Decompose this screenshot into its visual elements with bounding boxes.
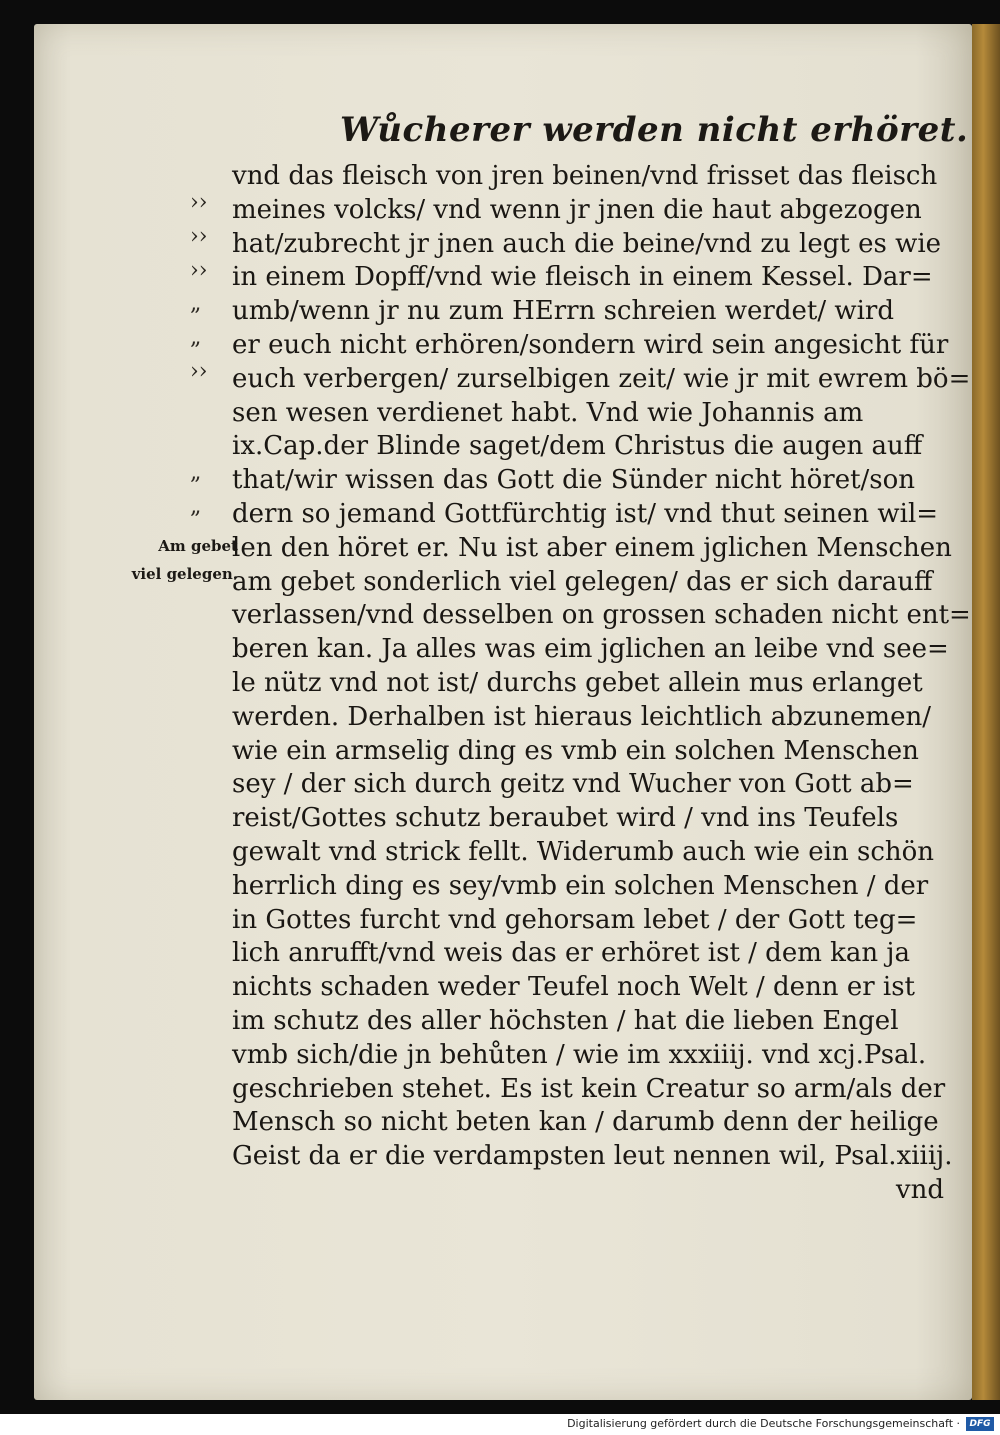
text-line: nichts schaden weder Teufel noch Welt / denn er ist <box>232 972 916 1003</box>
text-line: euch verbergen/ zurselbigen zeit/ wie jr mit ewrem bö= <box>232 363 971 394</box>
text-line: beren kan. Ja alles was eim jglichen an leibe vnd see= <box>232 634 949 665</box>
text-line: Mensch so nicht beten kan / darumb denn der heilige <box>232 1107 939 1138</box>
text-line: am gebet sonderlich viel gelegen/ das er sich darauff <box>232 566 933 597</box>
text-line: in Gottes furcht vnd gehorsam lebet / der Gott teg= <box>232 904 918 935</box>
text-line: werden. Derhalben ist hieraus leichtlich abzunemen/ <box>232 701 931 732</box>
quote-mark: „ <box>190 494 202 520</box>
text-line: verlassen/vnd desselben on grossen schaden nicht ent= <box>232 600 971 631</box>
catchword: vnd <box>895 1174 944 1205</box>
funding-credit: Digitalisierung gefördert durch die Deutsche Forschungsgemeinschaft · <box>567 1417 960 1430</box>
body-text <box>232 160 971 1208</box>
text-line: le nütz vnd not ist/ durchs gebet allein mus erlanget <box>232 667 923 698</box>
text-line: hat/zubrecht jr jnen auch die beine/vnd zu legt es wie <box>232 228 942 259</box>
text-line: meines volcks/ vnd wenn jr jnen die haut abgezogen <box>232 194 922 225</box>
marginal-note-line: viel gelegen. <box>131 565 238 583</box>
text-line: lich anrufft/vnd weis das er erhöret ist / dem kan ja <box>232 938 910 969</box>
marginal-note <box>108 532 238 588</box>
text-line: im schutz des aller höchsten / hat die lieben Engel <box>232 1005 899 1036</box>
dfg-logo-icon: DFG <box>966 1417 994 1431</box>
quote-mark: ›› <box>190 257 208 283</box>
quote-mark: „ <box>190 291 202 317</box>
marginal-note-line: Am gebet <box>158 537 238 555</box>
text-line: er euch nicht erhören/sondern wird sein angesicht für <box>232 329 949 360</box>
text-line: umb/wenn jr nu zum HErrn schreien werdet/ wird <box>232 296 894 327</box>
text-line: in einem Dopff/vnd wie fleisch in einem Kessel. Dar= <box>232 262 933 293</box>
text-line: sey / der sich durch geitz vnd Wucher von Gott ab= <box>232 769 914 800</box>
quote-mark: ›› <box>190 190 208 215</box>
text-line: vmb sich/die jn behůten / wie im xxxiiij. vnd xcj.Psal. <box>232 1039 927 1070</box>
running-head: Wůcherer werden nicht erhöret. <box>340 110 969 150</box>
text-line: wie ein armselig ding es vmb ein solchen Menschen <box>232 735 919 766</box>
footer-bar <box>0 1414 1000 1435</box>
text-line: ix.Cap.der Blinde saget/dem Christus die augen auff <box>232 431 923 462</box>
text-line: gewalt vnd strick fellt. Widerumb auch wie ein schön <box>232 836 935 867</box>
text-line: len den höret er. Nu ist aber einem jglichen Menschen <box>232 532 952 563</box>
text-line: sen wesen verdienet habt. Vnd wie Johannis am <box>232 397 864 428</box>
text-line: dern so jemand Gottfürchtig ist/ vnd thut seinen wil= <box>232 498 939 529</box>
text-line: herrlich ding es sey/vmb ein solchen Menschen / der <box>232 870 929 901</box>
text-line: reist/Gottes schutz beraubet wird / vnd ins Teufels <box>232 803 899 834</box>
binding-edge <box>972 24 1000 1400</box>
quote-mark: „ <box>190 325 202 351</box>
quote-mark: ›› <box>190 223 208 249</box>
quote-mark: „ <box>190 460 202 486</box>
text-line: Geist da er die verdampsten leut nennen wil, Psal.xiiij. <box>232 1141 953 1172</box>
text-line: geschrieben stehet. Es ist kein Creatur so arm/als der <box>232 1073 946 1104</box>
text-line: vnd das fleisch von jren beinen/vnd frisset das fleisch <box>232 161 938 191</box>
quote-mark: ›› <box>190 359 208 384</box>
text-line: that/wir wissen das Gott die Sünder nicht höret/son <box>232 465 916 496</box>
